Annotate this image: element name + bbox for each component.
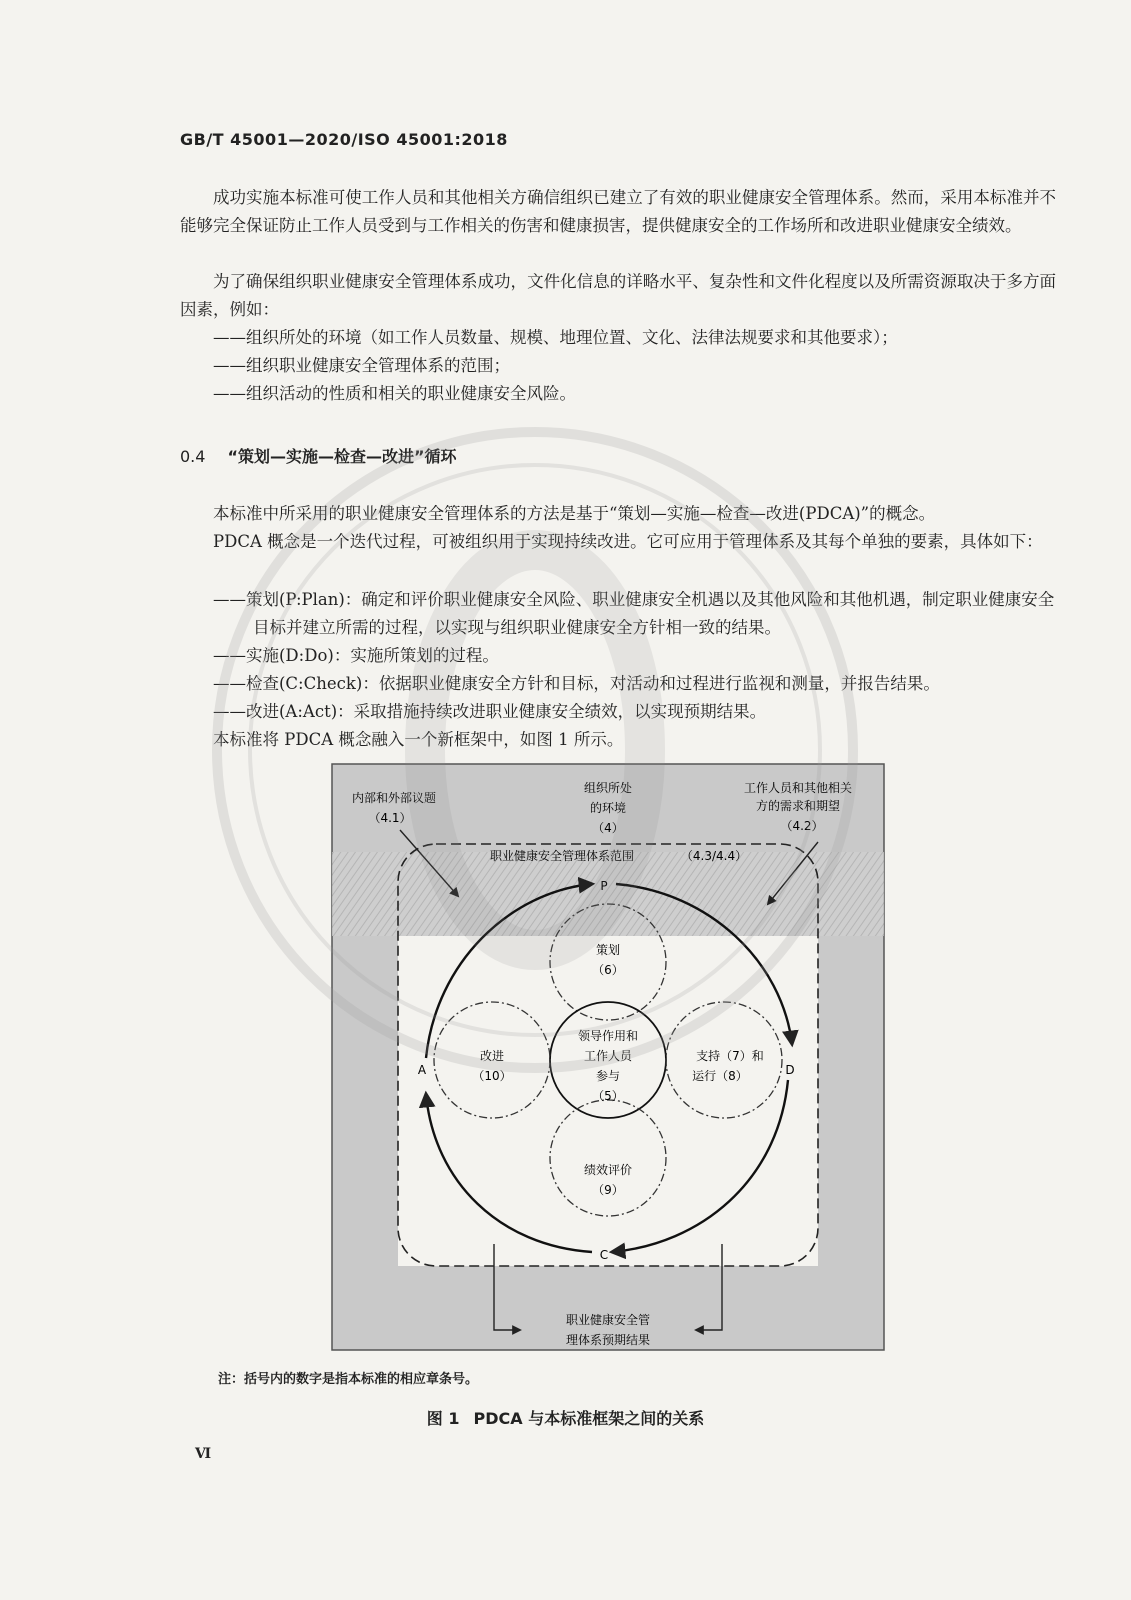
leadership-ref: （5） bbox=[592, 1089, 624, 1103]
figure-number: 图 1 bbox=[426, 1409, 460, 1428]
p-label: P bbox=[600, 879, 608, 893]
paragraph-3: 本标准中所采用的职业健康安全管理体系的方法是基于“策划—实施—检查—改进(PDCA)”的概念。 bbox=[213, 504, 936, 523]
improvement-label: 改进 bbox=[479, 1049, 505, 1063]
issues-ref: （4.1） bbox=[368, 811, 412, 825]
issues-label: 内部和外部议题 bbox=[351, 791, 437, 805]
context-label-2: 的环境 bbox=[589, 801, 627, 815]
document-header: GB/T 45001—2020/ISO 45001:2018 bbox=[180, 130, 508, 149]
support-label-1: 支持（7）和 bbox=[696, 1049, 764, 1063]
needs-ref: （4.2） bbox=[780, 819, 824, 833]
context-ref: （4） bbox=[592, 821, 624, 835]
figure-title: PDCA 与本标准框架之间的关系 bbox=[473, 1409, 705, 1428]
list-item: ——改进(A:Act)：采取措施持续改进职业健康安全绩效，以实现预期结果。 bbox=[213, 702, 767, 721]
leadership-label-2: 工作人员 bbox=[583, 1049, 633, 1063]
paragraph-2: 为了确保组织职业健康安全管理体系成功，文件化信息的详略水平、复杂性和文件化程度以及所需资源取决于多方面因素，例如： bbox=[180, 272, 1056, 319]
support-label-2: 运行（8） bbox=[692, 1069, 748, 1083]
page-number: Ⅵ bbox=[195, 1446, 212, 1462]
leadership-label-3: 参与 bbox=[595, 1069, 621, 1083]
scope-label: 职业健康安全管理体系范围 bbox=[489, 849, 635, 863]
section-heading bbox=[180, 444, 457, 467]
list-item: ——实施(D:Do)：实施所策划的过程。 bbox=[213, 646, 499, 665]
planning-label: 策划 bbox=[595, 943, 621, 957]
improvement-ref: （10） bbox=[472, 1069, 512, 1083]
closing-paragraph: 本标准将 PDCA 概念融入一个新框架中，如图 1 所示。 bbox=[213, 730, 624, 749]
list-item: ——组织职业健康安全管理体系的范围； bbox=[213, 356, 510, 375]
evaluation-label: 绩效评价 bbox=[583, 1163, 633, 1177]
section-title: “策划—实施—检查—改进”循环 bbox=[227, 447, 457, 466]
figure-caption bbox=[0, 1406, 1131, 1429]
context-label-1: 组织所处 bbox=[583, 781, 633, 795]
list-item: ——组织所处的环境（如工作人员数量、规模、地理位置、文化、法律法规要求和其他要求）； bbox=[213, 328, 898, 347]
c-label: C bbox=[599, 1248, 609, 1262]
list-item: ——策划(P:Plan)：确定和评价职业健康安全风险、职业健康安全机遇以及其他风险和其他机遇，制定职业健康安全目标并建立所需的过程，以实现与组织职业健康安全方针相一致的结果。 bbox=[213, 590, 1055, 637]
needs-label-1: 工作人员和其他相关 bbox=[743, 781, 853, 795]
leadership-label-1: 领导作用和 bbox=[577, 1029, 639, 1043]
figure-note: 注：括号内的数字是指本标准的相应章条号。 bbox=[218, 1372, 479, 1387]
outcomes-label-2: 理体系预期结果 bbox=[565, 1333, 651, 1347]
needs-label-2: 方的需求和期望 bbox=[755, 799, 841, 813]
list-item: ——组织活动的性质和相关的职业健康安全风险。 bbox=[213, 384, 576, 403]
paragraph-4: PDCA 概念是一个迭代过程，可被组织用于实现持续改进。它可应用于管理体系及其每个单独的要素，具体如下： bbox=[213, 532, 1043, 551]
section-number: 0.4 bbox=[180, 447, 206, 466]
a-label: A bbox=[417, 1063, 427, 1077]
paragraph-1: 成功实施本标准可使工作人员和其他相关方确信组织已建立了有效的职业健康安全管理体系。然而，采用本标准并不能够完全保证防止工作人员受到与工作相关的伤害和健康损害，提供健康安全的工作场所和改进职业健康安全绩效。 bbox=[180, 188, 1056, 235]
list-item: ——检查(C:Check)：依据职业健康安全方针和目标，对活动和过程进行监视和测量，并报告结果。 bbox=[213, 674, 940, 693]
scope-ref: （4.3/4.4） bbox=[680, 849, 748, 863]
outcomes-label-1: 职业健康安全管 bbox=[565, 1313, 651, 1327]
evaluation-ref: （9） bbox=[592, 1183, 624, 1197]
pdca-framework-diagram bbox=[330, 762, 886, 1352]
d-label: D bbox=[785, 1063, 795, 1077]
planning-ref: （6） bbox=[592, 963, 624, 977]
